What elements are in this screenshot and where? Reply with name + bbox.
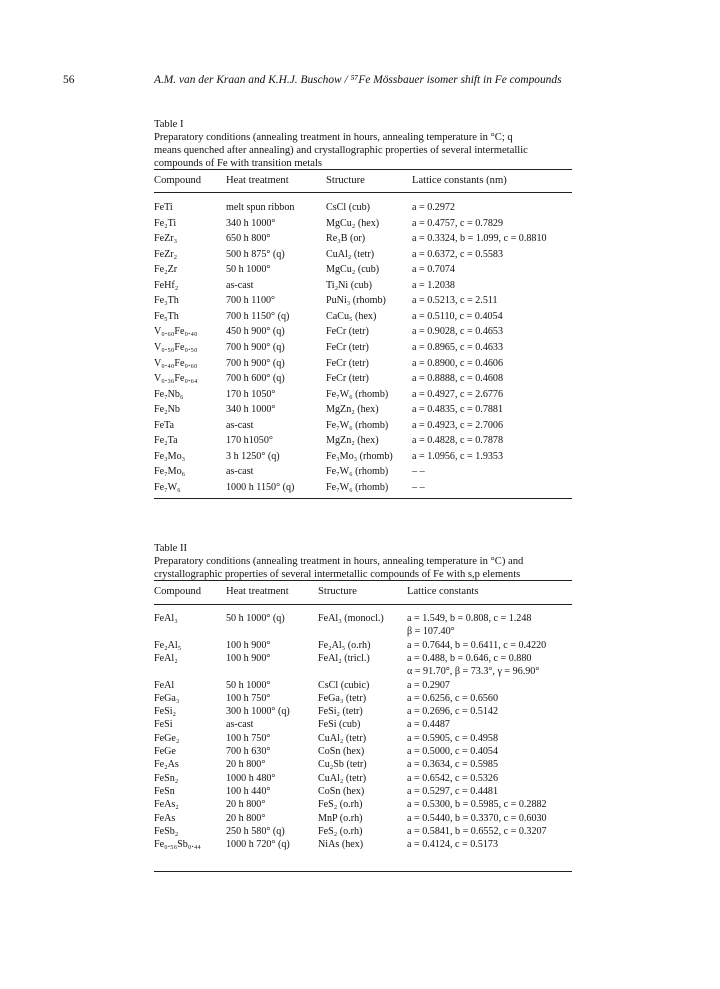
table-1-header-compound: Compound xyxy=(154,175,202,186)
heat-treatment-cell: as-cast xyxy=(226,719,254,731)
compound-cell: V₀.₅₀Fe₀.₅₀ xyxy=(154,341,198,353)
heat-treatment-cell: 450 h 900° (q) xyxy=(226,326,285,338)
structure-cell: CoSn (hex) xyxy=(318,785,365,797)
structure-cell: PuNi₃ (rhomb) xyxy=(326,295,386,307)
table-2-top-rule xyxy=(154,580,572,581)
heat-treatment-cell: 700 h 630° xyxy=(226,746,271,757)
lattice-line: a = 0.4124, c = 0.5173 xyxy=(407,839,499,851)
table-row xyxy=(154,613,574,638)
structure-cell: Fe₇W₆ (rhomb) xyxy=(326,388,389,400)
compound-cell: Fe₇Mo₆ xyxy=(154,466,186,478)
heat-treatment-cell: 100 h 900° xyxy=(226,652,271,664)
structure-cell: FeSi₂ (tetr) xyxy=(318,706,363,718)
compound-cell: Fe₇W₆ xyxy=(154,481,181,493)
lattice-line: a = 0.4923, c = 2.7006 xyxy=(412,419,504,431)
structure-cell: Fe₇W₆ (rhomb) xyxy=(326,419,389,431)
compound-cell: FeTa xyxy=(154,419,175,431)
structure-cell: Fe₇W₆ (rhomb) xyxy=(326,481,389,493)
lattice-line: a = 0.5300, b = 0.5985, c = 0.2882 xyxy=(407,799,547,811)
table-1-caption-line: means quenched after annealing) and crystallographic properties of several intermetallic xyxy=(154,145,528,156)
compound-cell: FeGe xyxy=(154,746,176,757)
compound-cell: Fe₅Th xyxy=(154,310,179,322)
compound-cell: FeZr₃ xyxy=(154,233,178,245)
lattice-line: a = 0.488, b = 0.646, c = 0.880 xyxy=(407,652,532,664)
heat-treatment-cell: 700 h 600° (q) xyxy=(226,373,285,385)
table-row xyxy=(154,773,574,786)
table-row xyxy=(154,326,574,339)
lattice-line: a = 0.8965, c = 0.4633 xyxy=(412,341,504,353)
compound-cell: Fe₀.₅₆Sb₀.₄₄ xyxy=(154,839,201,851)
lattice-line: a = 0.5841, b = 0.6552, c = 0.3207 xyxy=(407,825,547,837)
heat-treatment-cell: 100 h 750° xyxy=(226,732,271,744)
lattice-line: a = 0.2696, c = 0.5142 xyxy=(407,706,499,718)
heat-treatment-cell: 700 h 900° (q) xyxy=(226,341,285,353)
compound-cell: Fe₂Nb xyxy=(154,404,180,416)
compound-cell: FeSb₂ xyxy=(154,825,179,837)
heat-treatment-cell: 500 h 875° (q) xyxy=(226,248,285,260)
structure-cell: FeSi (cub) xyxy=(318,719,361,731)
structure-cell: Re₃B (or) xyxy=(326,233,366,245)
lattice-line: a = 0.3324, b = 1.099, c = 0.8810 xyxy=(412,233,547,245)
compound-cell: FeAl₂ xyxy=(154,652,178,664)
compound-cell: FeHf₂ xyxy=(154,279,179,291)
table-row xyxy=(154,233,574,246)
compound-cell: FeSi₂ xyxy=(154,706,177,718)
table-row xyxy=(154,373,574,386)
compound-cell: FeGe₂ xyxy=(154,732,180,744)
heat-treatment-cell: 1000 h 720° (q) xyxy=(226,839,290,851)
lattice-line: a = 0.2972 xyxy=(412,202,455,213)
lattice-line: β = 107.40° xyxy=(407,626,455,638)
table-row xyxy=(154,218,574,231)
lattice-line: a = 0.6256, c = 0.6560 xyxy=(407,692,499,704)
table-row xyxy=(154,826,574,839)
table-row xyxy=(154,311,574,324)
lattice-line: a = 0.5110, c = 0.4054 xyxy=(412,310,503,322)
heat-treatment-cell: 170 h 1050° xyxy=(226,388,276,400)
compound-cell: FeTi xyxy=(154,202,173,213)
lattice-line: a = 0.8900, c = 0.4606 xyxy=(412,357,504,369)
table-1-header-heat-treatment: Heat treatment xyxy=(226,175,289,186)
heat-treatment-cell: 3 h 1250° (q) xyxy=(226,450,280,462)
heat-treatment-cell: 700 h 1100° xyxy=(226,295,276,307)
compound-cell: Fe₇Nb₆ xyxy=(154,388,184,400)
table-2-bottom-rule xyxy=(154,871,572,872)
table-row xyxy=(154,482,574,495)
table-row xyxy=(154,342,574,355)
compound-cell: V₀.₄₀Fe₀.₆₀ xyxy=(154,357,198,369)
heat-treatment-cell: 340 h 1000° xyxy=(226,217,276,229)
table-2-header-structure: Structure xyxy=(318,586,357,597)
heat-treatment-cell: 300 h 1000° (q) xyxy=(226,706,290,718)
table-1-caption-line: Preparatory conditions (annealing treatment in hours, annealing temperature in °C; q xyxy=(154,132,513,143)
table-row xyxy=(154,759,574,772)
compound-cell: V₀.₆₀Fe₀.₄₀ xyxy=(154,326,198,338)
lattice-line: a = 1.0956, c = 1.9353 xyxy=(412,450,504,462)
structure-cell: Fe₇W₆ (rhomb) xyxy=(326,466,389,478)
structure-cell: Fe₃Mo₃ (rhomb) xyxy=(326,450,393,462)
page-number: 56 xyxy=(63,74,75,86)
heat-treatment-cell: 250 h 580° (q) xyxy=(226,825,285,837)
structure-cell: Cu₂Sb (tetr) xyxy=(318,759,367,771)
lattice-line: a = 0.9028, c = 0.4653 xyxy=(412,326,504,338)
table-row xyxy=(154,839,574,852)
heat-treatment-cell: 50 h 1000° xyxy=(226,679,271,691)
table-row xyxy=(154,420,574,433)
compound-cell: Fe₂As xyxy=(154,759,179,771)
structure-cell: CsCl (cubic) xyxy=(318,679,370,691)
compound-cell: Fe₂Al₅ xyxy=(154,639,182,651)
lattice-line: a = 1.2038 xyxy=(412,279,455,291)
table-row xyxy=(154,746,574,759)
table-row xyxy=(154,202,574,215)
table-row xyxy=(154,706,574,719)
lattice-line: a = 1.549, b = 0.808, c = 1.248 xyxy=(407,613,532,624)
table-2-caption-line: Preparatory conditions (annealing treatment in hours, annealing temperature in °C) and xyxy=(154,556,524,567)
running-head: A.M. van der Kraan and K.H.J. Buschow / ⁵⁷Fe Mössbauer isomer shift in Fe compounds xyxy=(154,74,562,86)
lattice-line: a = 0.5297, c = 0.4481 xyxy=(407,785,499,797)
lattice-line: – – xyxy=(412,481,425,493)
compound-cell: V₀.₃₆Fe₀.₆₄ xyxy=(154,373,198,385)
lattice-line: a = 0.7644, b = 0.6411, c = 0.4220 xyxy=(407,639,547,651)
structure-cell: FeCr (tetr) xyxy=(326,373,369,385)
lattice-line: a = 0.4927, c = 2.6776 xyxy=(412,388,504,400)
table-1-header-structure: Structure xyxy=(326,175,365,186)
compound-cell: FeZr₂ xyxy=(154,248,178,260)
compound-cell: Fe₂Ti xyxy=(154,217,177,229)
heat-treatment-cell: 20 h 800° xyxy=(226,812,266,824)
table-2-head-rule xyxy=(154,604,572,605)
table-row xyxy=(154,786,574,799)
structure-cell: FeAl₂ (tricl.) xyxy=(318,652,370,664)
structure-cell: FeGa₃ (tetr) xyxy=(318,692,367,704)
heat-treatment-cell: melt spun ribbon xyxy=(226,202,295,213)
heat-treatment-cell: 700 h 1150° (q) xyxy=(226,310,290,322)
table-2 xyxy=(154,542,574,902)
heat-treatment-cell: 650 h 800° xyxy=(226,233,271,245)
table-row xyxy=(154,358,574,371)
heat-treatment-cell: 50 h 1000° (q) xyxy=(226,613,285,624)
table-row xyxy=(154,680,574,693)
heat-treatment-cell: as-cast xyxy=(226,279,254,291)
heat-treatment-cell: 1000 h 1150° (q) xyxy=(226,481,295,493)
table-2-header-lattice: Lattice constants xyxy=(407,586,479,597)
table-row xyxy=(154,404,574,417)
lattice-line: a = 0.7074 xyxy=(412,264,455,276)
structure-cell: MgZn₂ (hex) xyxy=(326,435,379,447)
structure-cell: Fe₂Al₅ (o.rh) xyxy=(318,639,371,651)
lattice-line: a = 0.8888, c = 0.4608 xyxy=(412,373,504,385)
lattice-line: a = 0.3634, c = 0.5985 xyxy=(407,759,499,771)
lattice-line: – – xyxy=(412,466,425,478)
compound-cell: FeAl xyxy=(154,679,175,691)
heat-treatment-cell: 1000 h 480° xyxy=(226,772,276,784)
compound-cell: FeAl₃ xyxy=(154,613,178,624)
heat-treatment-cell: 20 h 800° xyxy=(226,759,266,771)
structure-cell: FeCr (tetr) xyxy=(326,357,369,369)
heat-treatment-cell: 100 h 750° xyxy=(226,692,271,704)
table-2-header-heat-treatment: Heat treatment xyxy=(226,586,289,597)
table-1 xyxy=(154,118,574,518)
compound-cell: Fe₂Ta xyxy=(154,435,178,447)
structure-cell: MgCu₂ (hex) xyxy=(326,217,380,229)
table-row xyxy=(154,799,574,812)
compound-cell: FeSn xyxy=(154,785,175,797)
compound-cell: FeGa₃ xyxy=(154,692,180,704)
structure-cell: CoSn (hex) xyxy=(318,746,365,757)
table-row xyxy=(154,389,574,402)
lattice-line: a = 0.5905, c = 0.4958 xyxy=(407,732,499,744)
structure-cell: FeAl₃ (monocl.) xyxy=(318,613,384,624)
structure-cell: MgCu₂ (cub) xyxy=(326,264,380,276)
structure-cell: CaCu₅ (hex) xyxy=(326,310,377,322)
lattice-line: α = 91.70°, β = 73.3°, γ = 96.90° xyxy=(407,666,540,678)
lattice-line: a = 0.5000, c = 0.4054 xyxy=(407,746,499,757)
structure-cell: FeS₂ (o.rh) xyxy=(318,799,363,811)
structure-cell: FeS₂ (o.rh) xyxy=(318,825,363,837)
heat-treatment-cell: as-cast xyxy=(226,466,254,478)
heat-treatment-cell: 340 h 1000° xyxy=(226,404,276,416)
structure-cell: NiAs (hex) xyxy=(318,839,364,851)
structure-cell: CuAl₂ (tetr) xyxy=(318,772,367,784)
heat-treatment-cell: 100 h 900° xyxy=(226,639,271,651)
table-row xyxy=(154,652,574,678)
table-row xyxy=(154,295,574,308)
table-row xyxy=(154,640,574,653)
table-1-caption-line: compounds of Fe with transition metals xyxy=(154,158,323,169)
table-2-header-compound: Compound xyxy=(154,586,202,597)
table-row xyxy=(154,280,574,293)
table-row xyxy=(154,693,574,706)
heat-treatment-cell: 50 h 1000° xyxy=(226,264,271,276)
table-2-title: Table II xyxy=(154,543,188,554)
table-row xyxy=(154,249,574,262)
table-row xyxy=(154,435,574,448)
table-2-caption-line: crystallographic properties of several intermetallic compounds of Fe with s,p elements xyxy=(154,569,521,580)
structure-cell: CuAl₂ (tetr) xyxy=(326,248,375,260)
table-row xyxy=(154,264,574,277)
lattice-line: a = 0.6542, c = 0.5326 xyxy=(407,772,499,784)
lattice-line: a = 0.4835, c = 0.7881 xyxy=(412,404,504,416)
table-row xyxy=(154,466,574,479)
lattice-line: a = 0.2907 xyxy=(407,679,450,691)
table-1-head-rule xyxy=(154,192,572,193)
structure-cell: MnP (o.rh) xyxy=(318,812,363,824)
lattice-line: a = 0.5213, c = 2.511 xyxy=(412,295,498,307)
heat-treatment-cell: as-cast xyxy=(226,419,254,431)
heat-treatment-cell: 170 h1050° xyxy=(226,435,273,447)
structure-cell: CsCl (cub) xyxy=(326,202,371,213)
lattice-line: a = 0.4757, c = 0.7829 xyxy=(412,217,504,229)
compound-cell: Fe₂Zr xyxy=(154,264,178,276)
structure-cell: CuAl₂ (tetr) xyxy=(318,732,367,744)
lattice-line: a = 0.5440, b = 0.3370, c = 0.6030 xyxy=(407,812,547,824)
compound-cell: FeAs₂ xyxy=(154,799,179,811)
table-1-header-lattice: Lattice constants (nm) xyxy=(412,175,507,186)
table-1-bottom-rule xyxy=(154,498,572,499)
table-row xyxy=(154,733,574,746)
structure-cell: Ti₂Ni (cub) xyxy=(326,279,373,291)
table-row xyxy=(154,813,574,826)
compound-cell: FeSi xyxy=(154,719,173,731)
table-row xyxy=(154,719,574,732)
table-row xyxy=(154,451,574,464)
structure-cell: MgZn₂ (hex) xyxy=(326,404,379,416)
table-1-top-rule xyxy=(154,169,572,170)
heat-treatment-cell: 100 h 440° xyxy=(226,785,271,797)
lattice-line: a = 0.4487 xyxy=(407,719,450,731)
lattice-line: a = 0.6372, c = 0.5583 xyxy=(412,248,504,260)
structure-cell: FeCr (tetr) xyxy=(326,341,369,353)
compound-cell: FeSn₂ xyxy=(154,772,179,784)
compound-cell: Fe₃Th xyxy=(154,295,179,307)
heat-treatment-cell: 700 h 900° (q) xyxy=(226,357,285,369)
heat-treatment-cell: 20 h 800° xyxy=(226,799,266,811)
compound-cell: Fe₃Mo₃ xyxy=(154,450,186,462)
structure-cell: FeCr (tetr) xyxy=(326,326,369,338)
table-1-title: Table I xyxy=(154,119,184,130)
compound-cell: FeAs xyxy=(154,812,176,824)
lattice-line: a = 0.4828, c = 0.7878 xyxy=(412,435,504,447)
page-header xyxy=(0,74,720,90)
